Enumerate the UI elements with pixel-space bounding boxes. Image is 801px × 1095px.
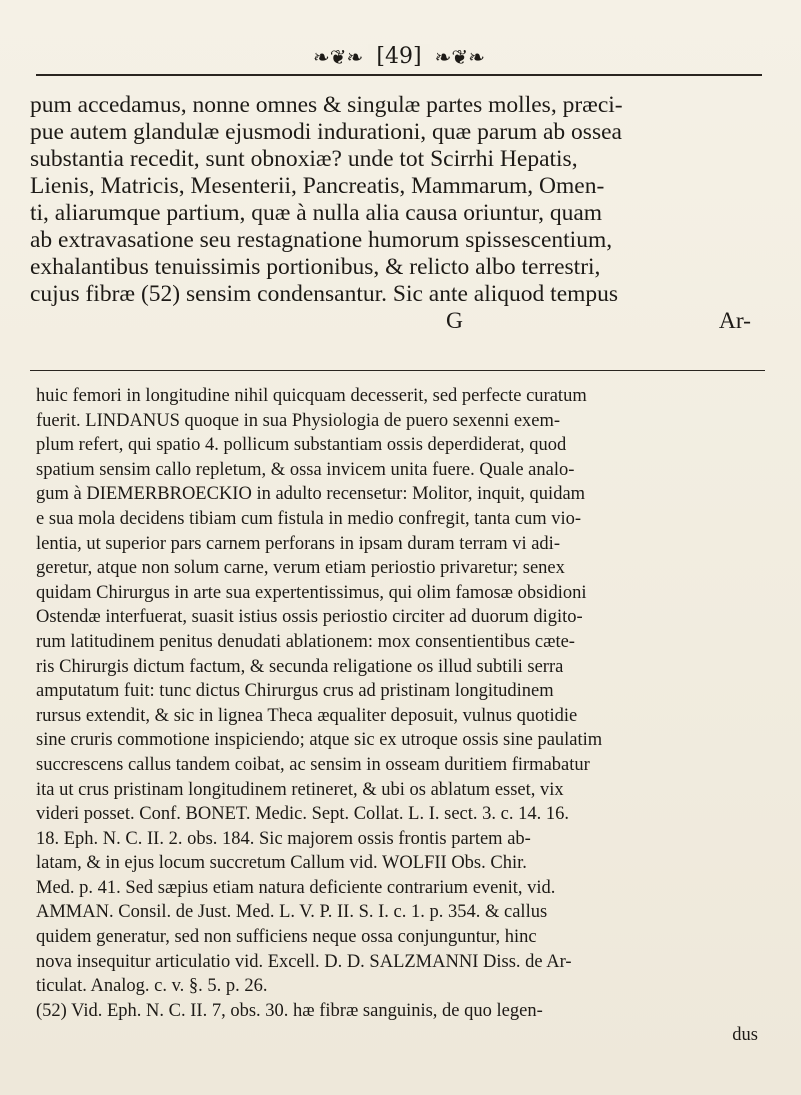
footnote-line: geretur, atque non solum carne, verum etiam periostio privaretur; senex [36, 558, 565, 579]
footnote-line: Ostendæ interfuerat, suasit istius ossis periostio circiter ad duorum digito- [36, 607, 583, 628]
footnote-line: nova insequitur articulatio vid. Excell. D. D. SALZMANNI Diss. de Ar- [36, 951, 572, 972]
footnote-line: quidam Chirurgus in arte sua expertentissimus, qui olim famosæ obsidioni [36, 582, 587, 603]
footnote-line: fuerit. LINDANUS quoque in sua Physiologia de puero sexenni exem- [36, 410, 561, 431]
footnote-line: videri posset. Conf. BONET. Medic. Sept. Collat. L. I. sect. 3. c. 14. 16. [36, 804, 569, 825]
footnote-block [36, 384, 764, 1048]
signature-line [30, 308, 765, 335]
footnote-line: sine cruris commotione inspiciendo; atque sic ex utroque ossis sine paulatim [36, 730, 603, 751]
main-line: exhalantibus tenuissimis portionibus, & relicto albo terrestri, [30, 254, 601, 280]
footnote-line: ita ut crus pristinam longitudinem retineret, & ubi os ablatum esset, vix [36, 779, 564, 800]
page-number: [49] [368, 44, 429, 69]
footnote-line: lentia, ut superior pars carnem perforans in ipsam duram terram vi adi- [36, 533, 560, 554]
main-line: pue autem glandulæ ejusmodi indurationi, quæ parum ab ossea [30, 119, 622, 145]
ornament-left: ❧❦❧ [313, 44, 364, 69]
footnote-line: 18. Eph. N. C. II. 2. obs. 184. Sic majorem ossis frontis partem ab- [36, 828, 531, 849]
footnote-line: succrescens callus tandem coibat, ac sensim in osseam duritiem firmabatur [36, 754, 590, 775]
main-line: cujus fibræ (52) sensim condensantur. Sic ante aliquod tempus [30, 281, 619, 307]
footnote-catchword: dus [732, 1025, 758, 1046]
footnote-line: AMMAN. Consil. de Just. Med. L. V. P. II. S. I. c. 1. p. 354. & callus [36, 902, 548, 923]
catchword: Ar- [718, 308, 751, 334]
footnote-line: ticulat. Analog. c. v. §. 5. p. 26. [36, 976, 268, 997]
footnote-line: Med. p. 41. Sed sæpius etiam natura deficiente contrarium evenit, vid. [36, 877, 556, 898]
footnote-line: latam, & in ejus locum succretum Callum vid. WOLFII Obs. Chir. [36, 853, 527, 874]
footnote-line: e sua mola decidens tibiam cum fistula in medio confregit, tanta cum vio- [36, 508, 582, 529]
footnote-line: plum refert, qui spatio 4. pollicum substantiam ossis deperdiderat, quod [36, 435, 567, 456]
footnote-line: rursus extendit, & sic in lignea Theca æqualiter deposuit, vulnus quotidie [36, 705, 578, 726]
main-line: substantia recedit, sunt obnoxiæ? unde tot Scirrhi Hepatis, [30, 146, 578, 172]
ornament-right: ❧❦❧ [434, 44, 485, 69]
main-line: ti, aliarumque partium, quæ à nulla alia causa oriuntur, quam [30, 200, 603, 226]
footnote-line: amputatum fuit: tunc dictus Chirurgus crus ad pristinam longitudinem [36, 681, 554, 702]
footnote-line: (52) Vid. Eph. N. C. II. 7, obs. 30. hæ fibræ sanguinis, de quo legen- [36, 1000, 543, 1021]
footnote-line: ris Chirurgis dictum factum, & secunda religatione os illud subtili serra [36, 656, 564, 677]
main-line: pum accedamus, nonne omnes & singulæ partes molles, præci- [30, 92, 623, 118]
footnote-line: huic femori in longitudine nihil quicquam decesserit, sed perfecte curatum [36, 386, 587, 406]
footnote-line: spatium sensim callo repletum, & ossa invicem unita fuere. Quale analo- [36, 459, 575, 480]
header-rule [36, 74, 762, 76]
main-text-block [30, 92, 765, 335]
running-header [36, 44, 762, 82]
main-line: ab extravasatione seu restagnatione humorum spissescentium, [30, 227, 613, 253]
footnote-line: quidem generatur, sed non sufficiens neque ossa conjunguntur, hinc [36, 927, 537, 948]
main-line: Lienis, Matricis, Mesenterii, Pancreatis, Mammarum, Omen- [30, 173, 605, 199]
footnote-divider [30, 370, 765, 371]
footnote-line: rum latitudinem penitus denudati ablationem: mox consentientibus cæte- [36, 631, 575, 652]
signature-mark: G [445, 308, 463, 334]
footnote-line: gum à DIEMERBROECKIO in adulto recensetur: Molitor, inquit, quidam [36, 484, 586, 505]
